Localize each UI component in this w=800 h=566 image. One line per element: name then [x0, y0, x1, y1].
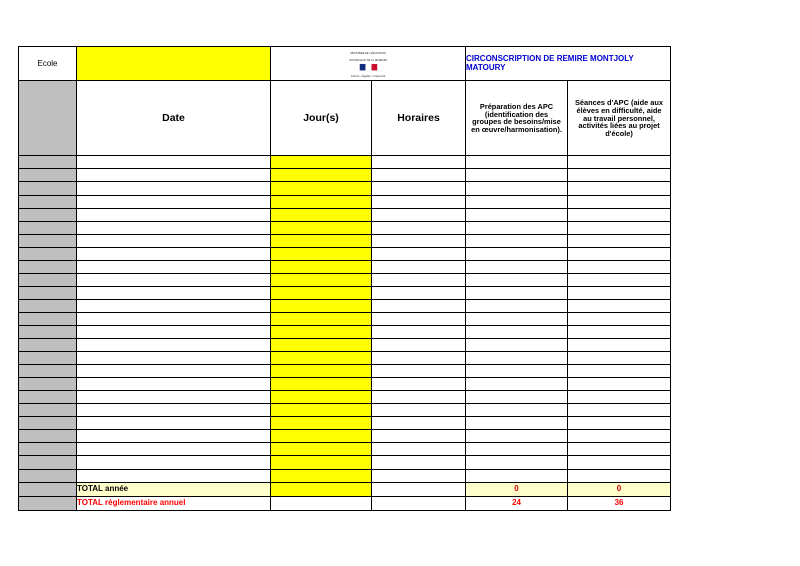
cell-horaires[interactable] — [372, 221, 466, 234]
cell-seances[interactable] — [568, 430, 671, 443]
row-gutter — [19, 299, 77, 312]
cell-horaires[interactable] — [372, 365, 466, 378]
cell-preparation[interactable] — [466, 417, 568, 430]
cell-preparation[interactable] — [466, 365, 568, 378]
table-row — [19, 391, 671, 404]
table-row — [19, 156, 671, 169]
table-row — [19, 469, 671, 482]
cell-seances[interactable] — [568, 286, 671, 299]
cell-date[interactable] — [77, 182, 271, 195]
cell-horaires[interactable] — [372, 378, 466, 391]
cell-seances[interactable] — [568, 312, 671, 325]
ministry-logo-motto: Liberté • Égalité • Fraternité — [350, 75, 386, 78]
cell-preparation[interactable] — [466, 469, 568, 482]
cell-date[interactable] — [77, 443, 271, 456]
ministry-logo-line1: MINISTÈRE DE L'ÉDUCATION — [350, 52, 386, 55]
row-gutter — [19, 260, 77, 273]
cell-date[interactable] — [77, 156, 271, 169]
table-row — [19, 195, 671, 208]
cell-seances[interactable] — [568, 208, 671, 221]
cell-preparation[interactable] — [466, 156, 568, 169]
cell-date[interactable] — [77, 352, 271, 365]
row-gutter — [19, 430, 77, 443]
header-band-row — [19, 47, 671, 81]
cell-preparation[interactable] — [466, 339, 568, 352]
column-header-date: Date — [77, 81, 271, 156]
table-row — [19, 339, 671, 352]
table-row — [19, 299, 671, 312]
cell-jour[interactable] — [271, 365, 372, 378]
cell-seances[interactable] — [568, 247, 671, 260]
cell-jour[interactable] — [271, 404, 372, 417]
table-row — [19, 378, 671, 391]
row-gutter — [19, 404, 77, 417]
cell-preparation[interactable] — [466, 326, 568, 339]
cell-seances[interactable] — [568, 456, 671, 469]
cell-date[interactable] — [77, 456, 271, 469]
total-regulation-preparation: 24 — [466, 496, 568, 510]
corner-cell — [19, 81, 77, 156]
cell-date[interactable] — [77, 365, 271, 378]
cell-jour[interactable] — [271, 339, 372, 352]
table-row — [19, 221, 671, 234]
total-year-horaires — [372, 482, 466, 496]
cell-preparation[interactable] — [466, 182, 568, 195]
cell-jour[interactable] — [271, 456, 372, 469]
cell-seances[interactable] — [568, 443, 671, 456]
cell-preparation[interactable] — [466, 456, 568, 469]
cell-horaires[interactable] — [372, 326, 466, 339]
row-gutter — [19, 182, 77, 195]
cell-preparation[interactable] — [466, 443, 568, 456]
cell-jour[interactable] — [271, 208, 372, 221]
table-row — [19, 443, 671, 456]
row-gutter — [19, 326, 77, 339]
column-header-row — [19, 81, 671, 156]
cell-date[interactable] — [77, 417, 271, 430]
cell-horaires[interactable] — [372, 273, 466, 286]
row-gutter — [19, 496, 77, 510]
cell-date[interactable] — [77, 312, 271, 325]
cell-preparation[interactable] — [466, 169, 568, 182]
cell-jour[interactable] — [271, 247, 372, 260]
table-row — [19, 430, 671, 443]
cell-horaires[interactable] — [372, 247, 466, 260]
row-gutter — [19, 378, 77, 391]
total-year-jour — [271, 482, 372, 496]
table-row — [19, 417, 671, 430]
cell-horaires[interactable] — [372, 443, 466, 456]
total-year-seances: 0 — [568, 482, 671, 496]
column-header-preparation-apc: Préparation des APC (identification des groupes de besoins/mise en œuvre/harmonisation). — [466, 81, 568, 156]
cell-jour[interactable] — [271, 195, 372, 208]
cell-preparation[interactable] — [466, 273, 568, 286]
cell-preparation[interactable] — [466, 352, 568, 365]
cell-seances[interactable] — [568, 169, 671, 182]
cell-seances[interactable] — [568, 404, 671, 417]
cell-date[interactable] — [77, 339, 271, 352]
total-regulation-horaires — [372, 496, 466, 510]
cell-horaires[interactable] — [372, 469, 466, 482]
table-row — [19, 234, 671, 247]
apc-schedule-sheet — [18, 46, 670, 511]
table-row — [19, 182, 671, 195]
ministry-logo-line2: NATIONALE ET DE LA JEUNESSE — [349, 59, 387, 63]
total-year-label: TOTAL année — [77, 482, 271, 496]
table-row — [19, 273, 671, 286]
cell-date[interactable] — [77, 273, 271, 286]
total-regulation-label: TOTAL règlementaire annuel — [77, 496, 271, 510]
row-gutter — [19, 273, 77, 286]
cell-horaires[interactable] — [372, 299, 466, 312]
row-gutter — [19, 443, 77, 456]
total-year-row — [19, 482, 671, 496]
total-regulation-jour — [271, 496, 372, 510]
cell-seances[interactable] — [568, 260, 671, 273]
cell-preparation[interactable] — [466, 221, 568, 234]
cell-seances[interactable] — [568, 221, 671, 234]
cell-date[interactable] — [77, 208, 271, 221]
cell-horaires[interactable] — [372, 286, 466, 299]
circonscription-title: CIRCONSCRIPTION DE REMIRE MONTJOLY MATOURY — [466, 47, 671, 81]
cell-preparation[interactable] — [466, 234, 568, 247]
cell-jour[interactable] — [271, 469, 372, 482]
cell-date[interactable] — [77, 299, 271, 312]
cell-seances[interactable] — [568, 234, 671, 247]
cell-jour[interactable] — [271, 417, 372, 430]
row-gutter — [19, 169, 77, 182]
cell-horaires[interactable] — [372, 417, 466, 430]
school-name-input[interactable] — [77, 47, 271, 81]
row-gutter — [19, 482, 77, 496]
cell-horaires[interactable] — [372, 312, 466, 325]
cell-horaires[interactable] — [372, 182, 466, 195]
cell-seances[interactable] — [568, 326, 671, 339]
cell-seances[interactable] — [568, 195, 671, 208]
table-row — [19, 326, 671, 339]
cell-horaires[interactable] — [372, 430, 466, 443]
cell-jour[interactable] — [271, 391, 372, 404]
cell-jour[interactable] — [271, 299, 372, 312]
french-flag-icon — [359, 64, 376, 70]
cell-preparation[interactable] — [466, 208, 568, 221]
cell-horaires[interactable] — [372, 169, 466, 182]
cell-date[interactable] — [77, 221, 271, 234]
cell-date[interactable] — [77, 469, 271, 482]
cell-seances[interactable] — [568, 417, 671, 430]
cell-jour[interactable] — [271, 286, 372, 299]
cell-jour[interactable] — [271, 221, 372, 234]
cell-horaires[interactable] — [372, 391, 466, 404]
cell-horaires[interactable] — [372, 352, 466, 365]
cell-seances[interactable] — [568, 391, 671, 404]
cell-jour[interactable] — [271, 260, 372, 273]
cell-preparation[interactable] — [466, 299, 568, 312]
cell-date[interactable] — [77, 195, 271, 208]
table-row — [19, 169, 671, 182]
cell-jour[interactable] — [271, 312, 372, 325]
cell-horaires[interactable] — [372, 208, 466, 221]
cell-date[interactable] — [77, 234, 271, 247]
cell-preparation[interactable] — [466, 391, 568, 404]
row-gutter — [19, 286, 77, 299]
row-gutter — [19, 417, 77, 430]
cell-horaires[interactable] — [372, 195, 466, 208]
cell-seances[interactable] — [568, 378, 671, 391]
table-row — [19, 456, 671, 469]
cell-seances[interactable] — [568, 182, 671, 195]
column-header-jours: Jour(s) — [271, 81, 372, 156]
table-row — [19, 208, 671, 221]
total-regulation-row — [19, 496, 671, 510]
apc-table — [18, 46, 671, 511]
cell-date[interactable] — [77, 326, 271, 339]
cell-seances[interactable] — [568, 299, 671, 312]
cell-preparation[interactable] — [466, 247, 568, 260]
row-gutter — [19, 247, 77, 260]
cell-jour[interactable] — [271, 169, 372, 182]
row-gutter — [19, 156, 77, 169]
cell-date[interactable] — [77, 378, 271, 391]
cell-date[interactable] — [77, 404, 271, 417]
cell-date[interactable] — [77, 430, 271, 443]
cell-jour[interactable] — [271, 443, 372, 456]
table-row — [19, 352, 671, 365]
ministry-logo — [271, 47, 466, 81]
cell-preparation[interactable] — [466, 430, 568, 443]
cell-horaires[interactable] — [372, 156, 466, 169]
row-gutter — [19, 339, 77, 352]
cell-horaires[interactable] — [372, 456, 466, 469]
row-gutter — [19, 208, 77, 221]
cell-preparation[interactable] — [466, 286, 568, 299]
cell-seances[interactable] — [568, 469, 671, 482]
cell-horaires[interactable] — [372, 339, 466, 352]
cell-seances[interactable] — [568, 273, 671, 286]
cell-seances[interactable] — [568, 339, 671, 352]
cell-jour[interactable] — [271, 273, 372, 286]
cell-preparation[interactable] — [466, 195, 568, 208]
cell-preparation[interactable] — [466, 260, 568, 273]
cell-date[interactable] — [77, 260, 271, 273]
cell-date[interactable] — [77, 391, 271, 404]
row-gutter — [19, 234, 77, 247]
table-row — [19, 286, 671, 299]
cell-horaires[interactable] — [372, 234, 466, 247]
cell-jour[interactable] — [271, 430, 372, 443]
cell-date[interactable] — [77, 169, 271, 182]
total-regulation-seances: 36 — [568, 496, 671, 510]
school-label-cell: Ecole — [19, 47, 77, 81]
cell-jour[interactable] — [271, 352, 372, 365]
cell-preparation[interactable] — [466, 404, 568, 417]
cell-jour[interactable] — [271, 326, 372, 339]
cell-seances[interactable] — [568, 156, 671, 169]
table-row — [19, 404, 671, 417]
column-header-seances-apc: Séances d'APC (aide aux élèves en difficulté, aide au travail personnel, activités liées au projet d'école) — [568, 81, 671, 156]
row-gutter — [19, 221, 77, 234]
table-row — [19, 365, 671, 378]
cell-date[interactable] — [77, 247, 271, 260]
cell-jour[interactable] — [271, 156, 372, 169]
cell-seances[interactable] — [568, 352, 671, 365]
cell-jour[interactable] — [271, 234, 372, 247]
total-year-preparation: 0 — [466, 482, 568, 496]
row-gutter — [19, 456, 77, 469]
cell-horaires[interactable] — [372, 404, 466, 417]
row-gutter — [19, 195, 77, 208]
row-gutter — [19, 469, 77, 482]
cell-jour[interactable] — [271, 378, 372, 391]
row-gutter — [19, 391, 77, 404]
row-gutter — [19, 312, 77, 325]
column-header-horaires: Horaires — [372, 81, 466, 156]
table-row — [19, 312, 671, 325]
cell-horaires[interactable] — [372, 260, 466, 273]
table-row — [19, 247, 671, 260]
row-gutter — [19, 352, 77, 365]
table-row — [19, 260, 671, 273]
cell-date[interactable] — [77, 286, 271, 299]
cell-seances[interactable] — [568, 365, 671, 378]
cell-jour[interactable] — [271, 182, 372, 195]
cell-preparation[interactable] — [466, 378, 568, 391]
row-gutter — [19, 365, 77, 378]
cell-preparation[interactable] — [466, 312, 568, 325]
